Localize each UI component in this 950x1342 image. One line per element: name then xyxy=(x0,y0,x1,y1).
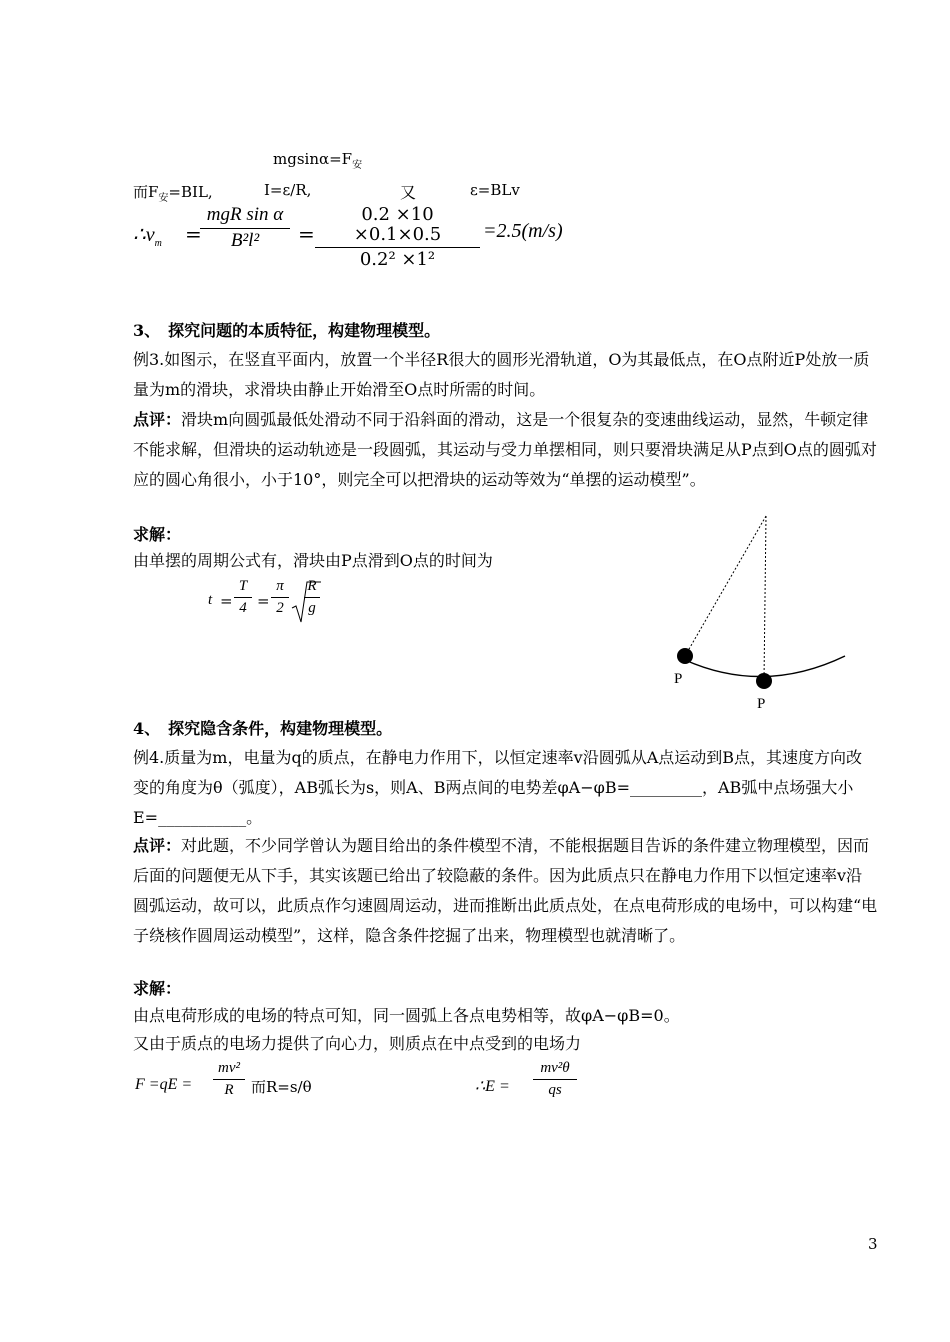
label-p2: P xyxy=(757,696,766,712)
pendulum-string xyxy=(685,516,766,656)
review3: 点评：滑块m向圆弧最低处滑动不同于沿斜面的滑动，这是一个很复杂的变速曲线运动，显然，牛顿定律不能求解，但滑块的运动轨迹是一段圆弧，其运动与受力单摆相同，则只要滑块满足从P点到O点的圆弧对应的圆心角很小，小于10°，则完全可以把滑块的运动等效为“单摆的运动模型”。 xyxy=(133,410,877,489)
eq-you: 又 xyxy=(400,183,417,202)
formula-f-fraction: mv² R xyxy=(213,1060,245,1098)
slider-p xyxy=(677,648,693,664)
solve3-text: 由单摆的周期公式有，滑块由P点滑到O点的时间为 xyxy=(133,551,493,570)
vm-label: $\therefore v_m$ xyxy=(133,224,162,249)
formula-t: t xyxy=(208,592,213,608)
formula-r-over-g: R g xyxy=(304,578,320,616)
section3-heading: 3、 探究问题的本质特征，构建物理模型。 xyxy=(133,321,441,340)
formula-pi-over-2: π 2 xyxy=(271,578,289,616)
eq-sign-1: = xyxy=(185,222,202,246)
solve3-label: 求解： xyxy=(133,525,182,544)
formula-e-left: ∴E = xyxy=(475,1078,510,1095)
section4-heading: 4、 探究隐含条件，构建物理模型。 xyxy=(133,719,393,738)
fraction-vm-1: mgR sin α B²l² xyxy=(200,205,290,252)
example3-text: 例3.如图示，在竖直平面内，放置一个半径R很大的圆形光滑轨道，O为其最低点，在O点附近P处放一质量为m的滑块，求滑块由静止开始滑至O点时所需的时间。 xyxy=(133,350,870,399)
lowest-point xyxy=(756,673,772,689)
eq-sign-2: = xyxy=(298,222,315,246)
eq-mgsin: $mgsin\alpha=F_安$ xyxy=(273,150,363,171)
fraction-vm-2: 0.2 ×10 ×0.1×0.5 0.2² ×1² xyxy=(315,205,480,269)
eq-current: I=ε/R, xyxy=(264,181,312,199)
formula-e-fraction: mv²θ qs xyxy=(533,1060,577,1098)
example4-text: 例4.质量为m，电量为q的质点，在静电力作用下，以恒定速率v沿圆弧从A点运动到B点，其速度方向改变的角度为θ（弧度），AB弧长为s，则A、B两点间的电势差φA−φB=_________，AB弧中点场强大小E=___________。 xyxy=(133,748,863,827)
solve4-line2: 又由于质点的电场力提供了向心力，则质点在中点受到的电场力 xyxy=(133,1034,582,1053)
vm-result: =2.5(m/s) xyxy=(483,220,563,242)
eq-fan: 而$F_安=BIL$, xyxy=(133,183,213,204)
formula-f-left: F =qE = xyxy=(135,1076,193,1093)
eq-emf: ε=BLv xyxy=(470,181,520,199)
formula-eq2: = xyxy=(257,592,270,610)
pendulum-diagram xyxy=(660,510,860,720)
label-p1: P xyxy=(674,671,683,687)
vertical-dotted-line xyxy=(764,516,766,680)
solve4-label: 求解： xyxy=(133,979,182,998)
formula-t-over-4: T 4 xyxy=(234,578,252,616)
page-number: 3 xyxy=(868,1235,878,1253)
formula-eq1: = xyxy=(220,592,233,610)
review4: 点评：对此题，不少同学曾认为题目给出的条件模型不清，不能根据题目告诉的条件建立物理模型，因而后面的问题便无从下手，其实该题已给出了较隐蔽的条件。因为此质点只在静电力作用下以恒定速率v沿圆弧运动，故可以，此质点作匀速圆周运动，进而推断出此质点处，在点电荷形成的电场中，可以构建“电子绕核作圆周运动模型”，这样，隐含条件挖掘了出来，物理模型也就清晰了。 xyxy=(133,836,878,945)
solve4-line1: 由点电荷形成的电场的特点可知，同一圆弧上各点电势相等，故φA−φB=0。 xyxy=(133,1006,680,1025)
formula-r-def: 而R=s/θ xyxy=(251,1078,312,1096)
